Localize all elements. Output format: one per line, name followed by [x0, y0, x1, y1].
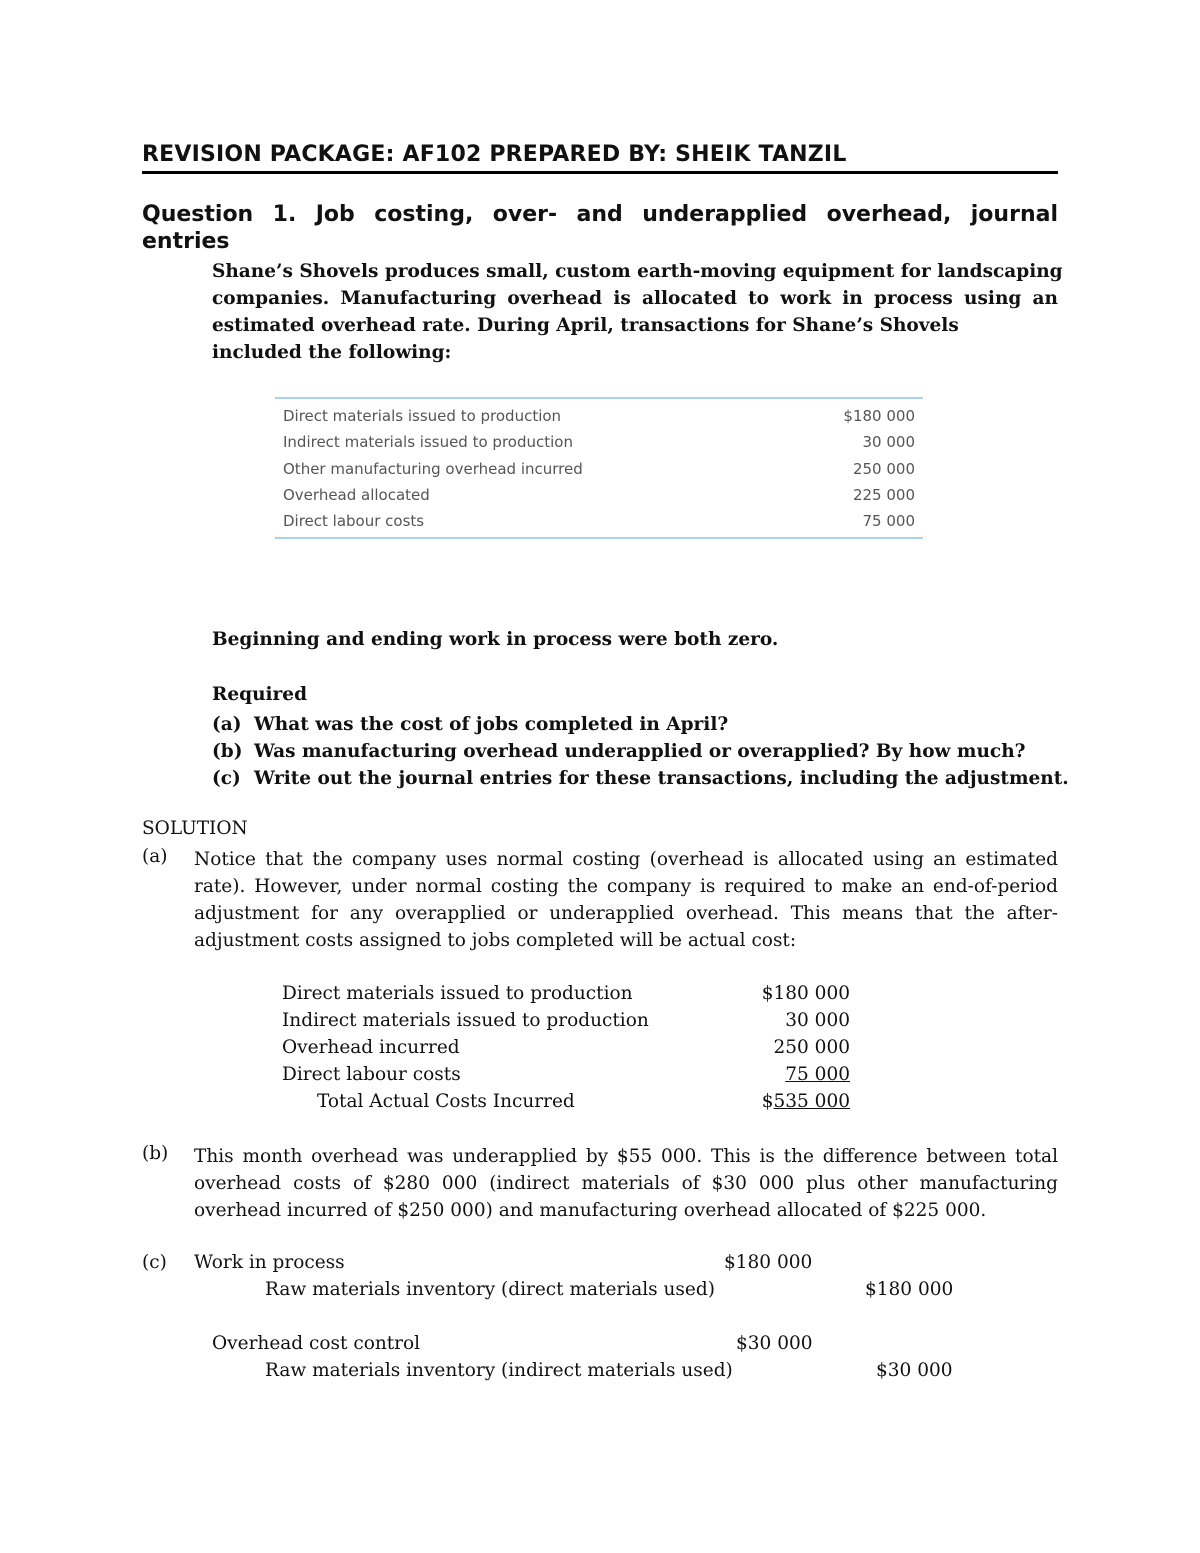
- transaction-label: Direct materials issued to production: [283, 407, 562, 425]
- je-debit-amount: $30 000: [736, 1333, 813, 1354]
- solution-c-tag: (c): [142, 1252, 167, 1273]
- solution-a-text: [194, 846, 1058, 954]
- table-row: [282, 1034, 850, 1061]
- je-credit-amount: $180 000: [865, 1279, 954, 1300]
- transaction-label: Overhead allocated: [283, 485, 430, 504]
- table-row: [275, 429, 923, 455]
- solution-a-line: rate). However, under normal costing the company is required to make an end-of-period: [194, 876, 1058, 897]
- je-credit-account: Raw materials inventory (direct materials used): [265, 1279, 715, 1300]
- total-value: 535 000: [773, 1091, 850, 1112]
- total-amount: [762, 1088, 850, 1115]
- je-credit-amount: $30 000: [876, 1360, 953, 1381]
- table-row: [282, 980, 850, 1007]
- transaction-value: 75 000: [862, 512, 915, 531]
- transaction-value: $180 000: [843, 407, 915, 425]
- required-tag: (c): [212, 768, 241, 789]
- solution-b-tag: (b): [142, 1143, 169, 1164]
- question-title: Question 1. Job costing, over- and underapplied overhead, journal entries: [142, 202, 1058, 254]
- cost-label: Direct materials issued to production: [282, 983, 633, 1004]
- solution-title: SOLUTION: [142, 818, 248, 839]
- table-row: [282, 1007, 850, 1034]
- cost-value: 30 000: [785, 1010, 850, 1031]
- solution-a-tag: (a): [142, 846, 168, 867]
- required-tag: (b): [212, 741, 243, 762]
- table-row: [275, 403, 923, 429]
- transactions-table: [275, 397, 923, 539]
- transaction-label: Indirect materials issued to production: [283, 433, 573, 452]
- total-label: Total Actual Costs Incurred: [317, 1091, 575, 1112]
- required-item: [212, 711, 1069, 738]
- table-row: [275, 482, 923, 508]
- table-row: [275, 508, 923, 534]
- solution-b-line: overhead incurred of $250 000) and manufacturing overhead allocated of $225 000.: [194, 1200, 987, 1221]
- je-debit-amount: $180 000: [724, 1252, 813, 1273]
- required-tag: (a): [212, 714, 242, 735]
- document-header: REVISION PACKAGE: AF102 PREPARED BY: SHEIK TANZIL: [142, 142, 847, 167]
- total-currency: $: [761, 1091, 774, 1112]
- cost-label: Direct labour costs: [282, 1064, 461, 1085]
- transaction-value: 250 000: [852, 459, 915, 478]
- cost-value: 250 000: [773, 1037, 850, 1058]
- intro-line: Shane’s Shovels produces small, custom earth-moving equipment for landscaping: [212, 261, 1063, 282]
- solution-b-line: This month overhead was underapplied by $55 000. This is the difference between total: [194, 1146, 1058, 1167]
- solution-a-line: Notice that the company uses normal costing (overhead is allocated using an estimated: [194, 849, 1058, 870]
- je-debit-account: Work in process: [194, 1252, 345, 1273]
- cost-label: Indirect materials issued to production: [282, 1010, 649, 1031]
- required-title: Required: [212, 684, 308, 705]
- cost-value: 75 000: [785, 1064, 850, 1085]
- question-intro: [212, 258, 1063, 366]
- header-rule: [142, 171, 1058, 174]
- je-credit-account: Raw materials inventory (indirect materials used): [265, 1360, 733, 1381]
- required-item: [212, 738, 1069, 765]
- solution-a-line: adjustment costs assigned to jobs completed will be actual cost:: [194, 930, 797, 951]
- actual-costs-table: [282, 980, 850, 1115]
- solution-b-text: [194, 1143, 1058, 1224]
- transaction-label: Other manufacturing overhead incurred: [283, 459, 583, 478]
- required-list: [212, 711, 1069, 792]
- transaction-value: 30 000: [862, 433, 915, 452]
- table-row: [282, 1061, 850, 1088]
- intro-line: companies. Manufacturing overhead is allocated to work in process using an: [212, 288, 1058, 309]
- intro-line: estimated overhead rate. During April, transactions for Shane’s Shovels: [212, 315, 959, 336]
- solution-a-line: adjustment for any overapplied or underapplied overhead. This means that the after-: [194, 903, 1058, 924]
- table-row: [275, 456, 923, 482]
- required-text: What was the cost of jobs completed in April?: [254, 714, 729, 735]
- transaction-label: Direct labour costs: [283, 512, 425, 531]
- total-row: [282, 1088, 850, 1115]
- transaction-value: 225 000: [852, 485, 915, 504]
- solution-b-line: overhead costs of $280 000 (indirect materials of $30 000 plus other manufacturing: [194, 1173, 1058, 1194]
- intro-line: included the following:: [212, 342, 452, 363]
- required-text: Write out the journal entries for these transactions, including the adjustment.: [254, 768, 1069, 789]
- required-item: [212, 765, 1069, 792]
- je-debit-account: Overhead cost control: [212, 1333, 421, 1354]
- cost-value: $180 000: [761, 983, 850, 1004]
- cost-label: Overhead incurred: [282, 1037, 460, 1058]
- wip-note: Beginning and ending work in process were both zero.: [212, 629, 779, 650]
- required-text: Was manufacturing overhead underapplied or overapplied? By how much?: [254, 741, 1026, 762]
